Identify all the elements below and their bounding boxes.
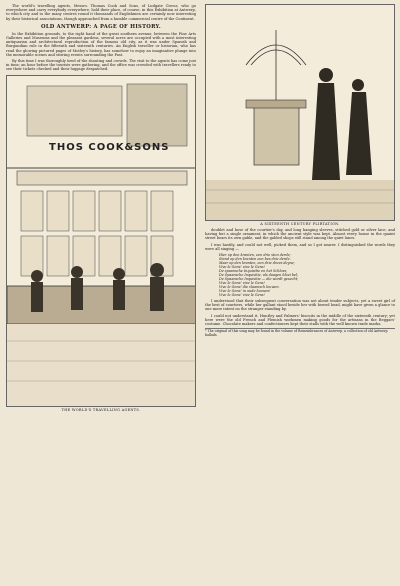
- song-line: De spaansche Inquisitie en het Schloss;: [219, 269, 288, 274]
- cook-sign: THOS COOK&SONS: [49, 141, 170, 153]
- agents-paragraph: By this time I was thoroughly tired of the shouting and crowds. The visit to the agents has come just in time; an hour before the tourists were gathering, and the office was crowded with travellers ready to see their tickets checked and their luggage despatched.: [6, 59, 196, 72]
- song-line: Vive le Gens! vive le Gens!: [219, 293, 265, 298]
- conversation-paragraph: I understood that their subsequent conversation was not about tender subjects, yet a sweet girl of the best of courtiers, while her gallant stood beside her with bowed head, might have given a glance to one more intent on the stranger standing by.: [205, 299, 395, 312]
- song-line: De Spaansche Inquisitie — die wordt gesecht;: [219, 277, 299, 282]
- flirtation-caption: A SIXTEENTH CENTURY FLIRTATION.: [260, 222, 340, 226]
- travelling-agents-illustration: [6, 75, 196, 407]
- right-column: [205, 4, 395, 338]
- song-line: Stand op den kranten een bes drie derde.: [219, 257, 291, 262]
- cook-intro-paragraph: The world's travelling agents, Messrs. Thomas Cook and Sons, of Ludgate Circus, who go everywhere and carry everybody everywhere, hold their place, of course, in this Exhibition at Antwerp, to which city and to the many centres round it thousands of Englishmen are certainly now interesting by their historical associations, though approached from a humble commercial centre of the Continent.: [6, 4, 196, 21]
- article-heading: OLD ANTWERP: A PAGE OF HISTORY.: [41, 23, 161, 30]
- song-line: Hier op den kranten, een drie ston derde;: [219, 253, 291, 258]
- song-line: Vive le Gens! vive le Gens!: [219, 281, 265, 286]
- song-line: Vive le Gens! vive le Gens!: [219, 265, 265, 270]
- singing-paragraph: I was hastily, and could not well, picked them, and so I got nearer. I distinguished the words they were all singing —: [205, 242, 395, 251]
- biscuits-paragraph: I could not understand it. Huntley and Palmers' biscuits in the middle of the sixteenth century; yet here were the old French and Flemish workmen making goods for the artisans in the Beggars' costume. Chocolate makers and confectioners kept their stalls with the well known trade marks.: [205, 313, 395, 327]
- footnote: * The original of this song may be found in the volume of Remembrances of Antwerp, a collection of old Antwerp ballads.: [205, 328, 395, 338]
- song-line: Vive le Gens! in oude hoonen!: [219, 289, 271, 294]
- song-verses: [219, 253, 395, 297]
- flirtation-illustration: [205, 4, 395, 221]
- left-column: [6, 4, 196, 414]
- song-line: Maar op den kranten, een drie drees deyne;: [219, 261, 295, 266]
- well-scene-engraving: [206, 5, 395, 220]
- agents-caption: THE WORLD'S TRAVELLING AGENTS.: [61, 407, 141, 412]
- courtier-paragraph: doublet and hose of the courtier's day, and long hanging sleeves, stitched gold or silver lace, and having but a single ornament, in which the ancient style was kept. Almost every house in the quaint street bears its own gable, and the gabled shops still stand among the quiet lanes.: [205, 228, 395, 241]
- song-line: Vive le Gens! die vlaamsch leuwen.: [219, 285, 280, 290]
- office-engraving: [7, 76, 196, 406]
- song-line: De Spaansche Inquisitie, als daagen bloei bel;: [219, 273, 299, 278]
- old-antwerp-paragraph: In the Exhibition grounds, to the right hand of the great southern avenue, between the Fine Arts Galleries and Museums and the pleasant gardens, several acres are occupied with a most interesting antiquarian and architectural reproduction of the famous old city, as it was under Spanish and Burgundian rule in the fifteenth and sixteenth centuries. An English traveller or historian, who has read the glowing pictured pages of Motley's history, has somehow to enjoy an imaginative plunge into the memorable scenes and stirring events surrounding the Past.: [6, 31, 196, 57]
